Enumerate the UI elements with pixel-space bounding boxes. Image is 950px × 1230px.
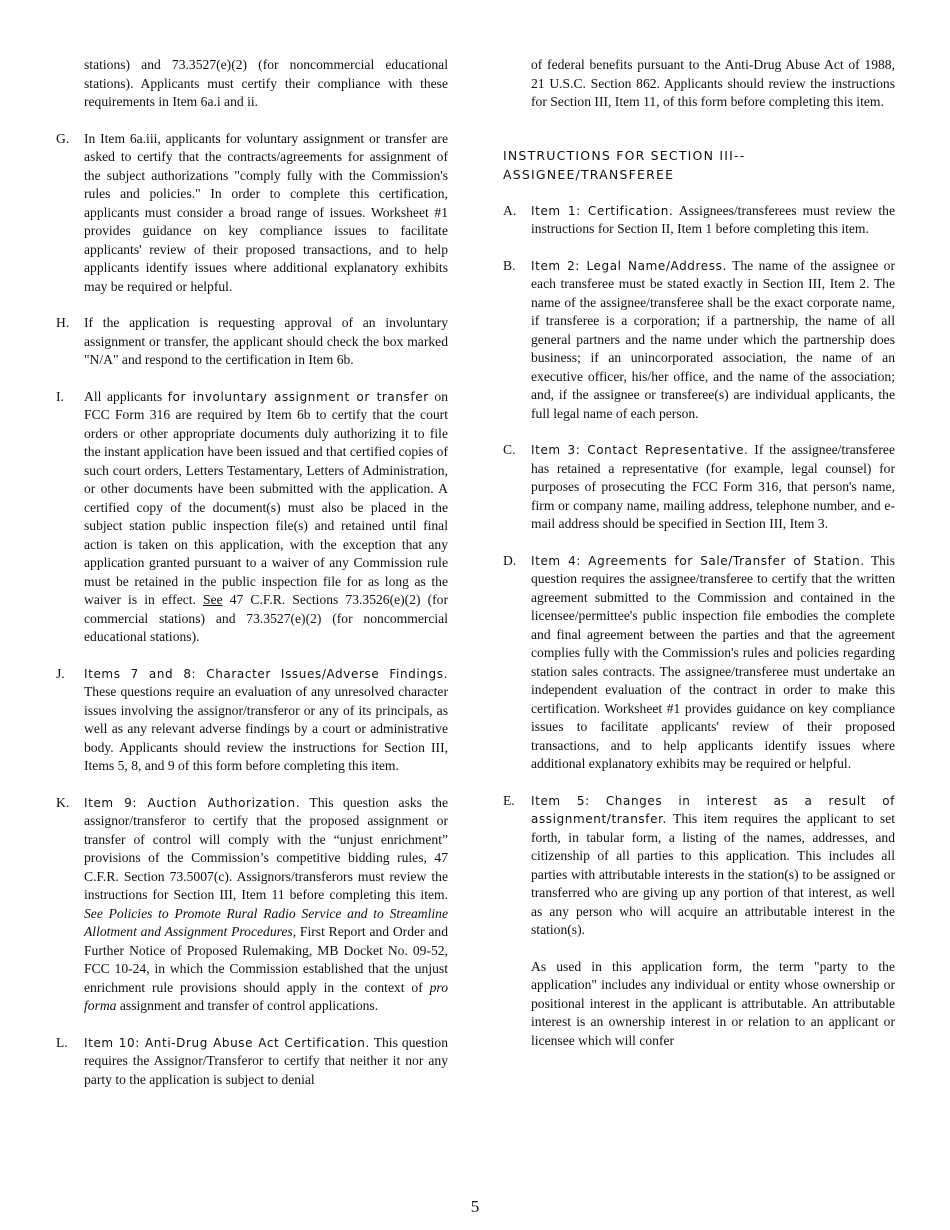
item-text: If the assignee/transferee has retained a representative (for example, legal counsel) for purposes of prosecuting the FCC Form 316, that person's name, firm or company name, mailing address, telephone number, and e-mail address should be specified in Section III, Item 3. bbox=[531, 442, 895, 531]
item-text: This question requires the assignee/transferee to certify that the written agreement submitted to the Commission and contained in the licensee/permittee's public inspection file embodies the complete and final agreement between the parties and that the agreement complies fully with the Commission's rules and policies regarding station sales contracts. The assignee/transferee must undertake an independent evaluation of the contract in order to make this certification. Worksheet #1 provides guidance on key compliance issues to facilitate applicants' review of their proposed transactions, and to help applicants identify issues where additional explanatory exhibits may be required or helpful. bbox=[531, 552, 895, 771]
item-heading: Item 5: Changes in interest as a result of assignment/transfer. bbox=[531, 793, 895, 826]
item-text: First Report and Order and Further Notice of Proposed Rulemaking, MB Docket No. 09-52, FCC 10-24, in which the Commission established that the unjust enrichment rule provisions should apply in the context of bbox=[84, 924, 448, 995]
item-text: If the application is requesting approval of an involuntary assignment or transfer, the applicant should check the box marked "N/A" and respond to the certification in Item 6b. bbox=[84, 315, 448, 367]
item-text: These questions require an evaluation of any unresolved character issues involving the assignor/transferor or any of its principals, as well as any relevant adverse findings by a court or administrative body. Applicants should review the instructions for Section III, Items 5, 8, and 9 of this form before completing this item. bbox=[84, 684, 448, 773]
item-letter: D. bbox=[503, 552, 517, 568]
section-heading-line-1: INSTRUCTIONS FOR SECTION III-- bbox=[503, 147, 746, 163]
item-heading: Items 7 and 8: Character Issues/Adverse Findings. bbox=[84, 666, 448, 681]
item-letter: B. bbox=[503, 257, 516, 273]
item-h bbox=[56, 314, 448, 370]
see-reference: See bbox=[203, 592, 223, 607]
item-text: This question asks the assignor/transferor to certify that the proposed assignment or transfer of control will comply with the “unjust enrichment” provisions of the Commission’s competitive bidding rules, 47 C.F.R. Section 73.5007(c). Assignors/transferors must review the instructions for Section III, Item 11 before completing this item. bbox=[84, 794, 449, 902]
item-text: In Item 6a.iii, applicants for voluntary assignment or transfer are asked to certify that the contracts/agreements for assignment of the subject authorizations "comply fully with the Commission's rules and policies." In order to complete this certification, applicants must consider a broad range of issues. Worksheet #1 provides guidance on key compliance issues to facilitate applicants' review of their proposed transactions, and to help applicants identify issues where additional explanatory exhibits may be required or helpful. bbox=[84, 130, 448, 294]
item-text: 47 C.F.R. Sections 73.3526(e)(2) (for commercial stations) and 73.3527(e)(2) (for noncommercial educational stations). bbox=[84, 592, 448, 644]
item-text: This item requires the applicant to set forth, in tabular form, a listing of the names, addresses, and citizenship of all parties to this application. This includes all parties with attributable interests in the station(s) to be assigned or transferred who are giving up any portion of that interest, as well as any person who will acquire an attributable interest in the station(s). bbox=[531, 811, 896, 937]
item-text-paragraph-2: As used in this application form, the term "party to the application" includes any individual or entity whose ownership or positional interest in the applicant is attributable. An attributable interest is an ownership interest in or relation to an applicant or licensee which will confer bbox=[531, 958, 895, 1048]
item-a bbox=[503, 202, 895, 239]
item-text: All applicants bbox=[84, 388, 163, 404]
item-b bbox=[503, 257, 895, 424]
right-column bbox=[503, 56, 895, 1068]
item-d bbox=[503, 552, 895, 774]
item-heading: Item 2: Legal Name/Address. bbox=[531, 258, 727, 273]
right-continuation: of federal benefits pursuant to the Anti-Drug Abuse Act of 1988, 21 U.S.C. Section 862. Applicants should review the instructions for Section III, Item 11, of this form before completing this item. bbox=[531, 57, 895, 109]
item-letter: C. bbox=[503, 442, 516, 457]
item-heading: Item 1: Certification. bbox=[531, 203, 674, 218]
item-text: on FCC Form 316 are required by Item 6b to certify that the court orders or other appropriate documents duly authorizing it to file the instant application have been issued and that certified copies of such court orders, Letters Testamentary, Letters of Administration, or other documents have been submitted with the application. A certified copy of the document(s) must also be placed in the subject station public inspection file(s) and retained until final action is taken on this application, with the exception that any application granted pursuant to a waiver of any Commission rule must be retained in the public inspection file for as long as the waiver is in effect. bbox=[84, 388, 448, 607]
item-text: The name of the assignee or each transferee must be stated exactly in Section III, Item 2. The name of the assignee/transferee shall be the exact corporate name, if transferee is a corporation; if a partnership, the name of all general partners and the name under which the partnership does business; if an unincorporated association, the name of an executive officer, his/her office, and the name of the association; and, if the assignee or transferee(s) are individual applicants, the full legal name of each person. bbox=[531, 257, 895, 421]
item-c bbox=[503, 441, 895, 534]
left-continuation: stations) and 73.3527(e)(2) (for noncommercial educational stations). Applicants must certify their compliance with these requirements in Item 6a.i and ii. bbox=[84, 57, 448, 109]
item-text: This question requires the Assignor/Transferor to certify that neither it nor any party to the application is subject to denial bbox=[84, 1034, 448, 1087]
item-letter: G. bbox=[56, 130, 70, 146]
page-number: 5 bbox=[470, 1197, 480, 1216]
item-l bbox=[56, 1034, 448, 1090]
section-heading bbox=[503, 146, 895, 184]
item-letter: L. bbox=[56, 1034, 68, 1050]
item-e bbox=[503, 792, 895, 1051]
item-g bbox=[56, 130, 448, 297]
item-heading: Item 4: Agreements for Sale/Transfer of Station. bbox=[531, 553, 865, 568]
item-text: Assignees/transferees must review the instructions for Section II, Item 1 before completing this item. bbox=[531, 202, 895, 236]
item-j bbox=[56, 665, 448, 776]
item-letter: A. bbox=[503, 202, 517, 218]
item-letter: H. bbox=[56, 315, 70, 330]
item-heading: Item 3: Contact Representative. bbox=[531, 443, 749, 457]
item-letter: I. bbox=[56, 388, 64, 404]
item-letter: J. bbox=[56, 665, 65, 681]
item-letter: K. bbox=[56, 794, 70, 810]
item-i bbox=[56, 388, 448, 647]
left-column bbox=[56, 56, 448, 1107]
citation-italic: pro forma bbox=[84, 979, 448, 1013]
citation-italic: See Policies to Promote Rural Radio Service and to Streamline Allotment and Assignment Procedures, bbox=[84, 905, 448, 939]
item-inline-heading: for involuntary assignment or transfer bbox=[167, 389, 429, 404]
item-k bbox=[56, 794, 448, 1016]
item-letter: E. bbox=[503, 792, 515, 808]
section-heading-line-2: ASSIGNEE/TRANSFEREE bbox=[503, 166, 675, 182]
item-text: assignment and transfer of control applications. bbox=[119, 998, 379, 1013]
item-heading: Item 9: Auction Authorization. bbox=[84, 795, 301, 810]
item-heading: Item 10: Anti-Drug Abuse Act Certification. bbox=[84, 1035, 370, 1050]
